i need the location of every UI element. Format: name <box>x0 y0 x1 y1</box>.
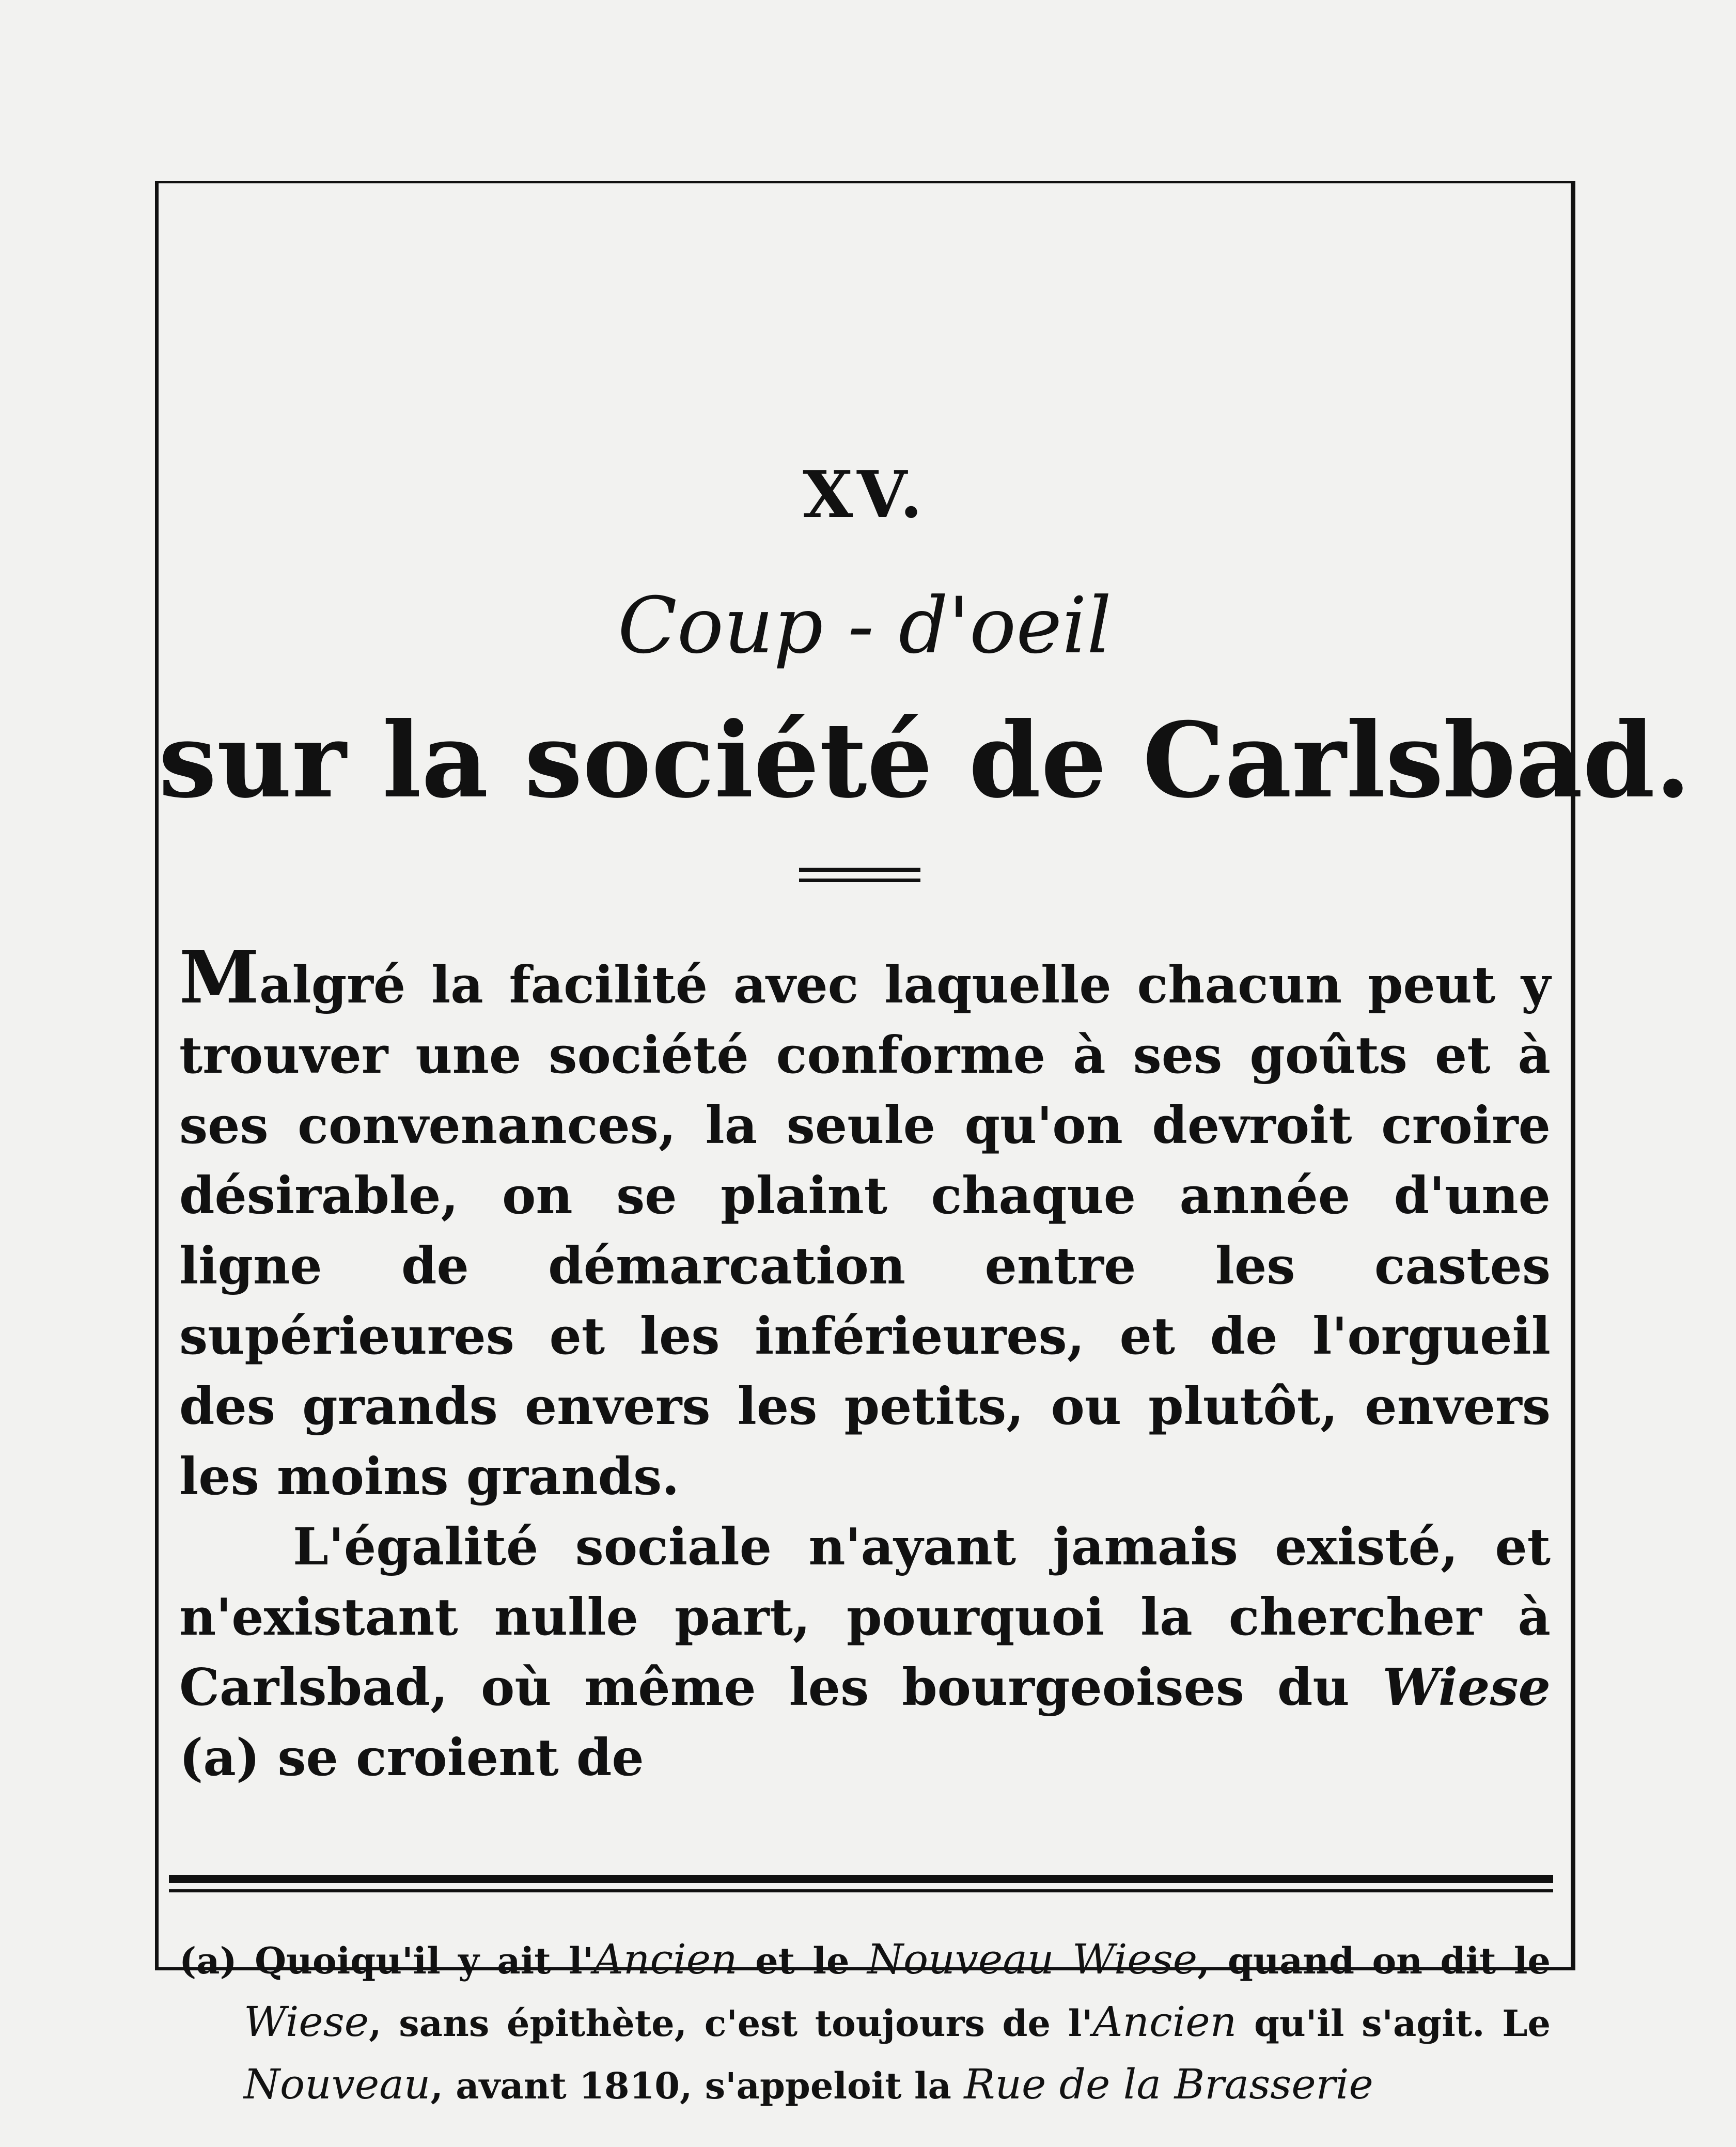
body-text <box>179 935 1551 1793</box>
paragraph-2 <box>179 1512 1551 1793</box>
footnote-text-6: , avant 1810, s'appeloit la <box>430 2064 964 2107</box>
page-border-frame <box>155 181 1691 2108</box>
footnote-italic-4: Ancien <box>1092 1998 1237 2046</box>
footnote-italic-2: Nouveau Wiese <box>867 1935 1198 1983</box>
footnote-italic-5: Nouveau <box>244 2060 431 2108</box>
footnote-text-3: , quand on dit le <box>1197 1939 1551 1982</box>
footnote-marker: (a) <box>179 1939 237 1982</box>
paragraph-2-text-a: L'égalité sociale n'ayant jamais existé, et n'existant nulle part, pourquoi la chercher à Carlsbad, où même les bourgeoises du <box>179 1517 1551 1717</box>
chapter-number: XV. <box>803 457 927 532</box>
paragraph-2-text-b: (a) se croient de <box>179 1728 644 1788</box>
paragraph-2-italic: Wiese <box>1382 1658 1551 1717</box>
footnote-italic-6: Rue de la Brasserie <box>964 2060 1373 2108</box>
footnote-italic-1: Ancien <box>593 1935 738 1983</box>
footnote-paragraph <box>179 1929 1551 2117</box>
footnote <box>179 1929 1551 2117</box>
footnote-text-5: qu'il s'agit. Le <box>1237 2002 1551 2045</box>
footnote-separator-rule <box>169 1875 1553 1892</box>
footnote-italic-3: Wiese <box>244 1998 369 2046</box>
footnote-text-4: , sans épithète, c'est toujours de l' <box>369 2002 1093 2045</box>
chapter-title: sur la société de Carlsbad. <box>159 700 1691 821</box>
footnote-text-2: et le <box>737 1939 868 1982</box>
paragraph-1: Malgré la facilité avec laquelle chacun peut y trouver une société conforme à ses goûts et à ses convenances, la seule qu'on devroit croire désirable, on se plaint chaque année d'une ligne de démarcation entre les castes supérieures et les inférieures, et de l'orgueil des grands envers les petits, ou plutôt, envers les moins grands. <box>179 935 1551 1507</box>
chapter-subtitle: Coup - d'oeil <box>617 581 1112 671</box>
footnote-text-1: Quoiqu'il y ait l' <box>237 1939 594 1982</box>
title-double-rule <box>799 868 920 882</box>
